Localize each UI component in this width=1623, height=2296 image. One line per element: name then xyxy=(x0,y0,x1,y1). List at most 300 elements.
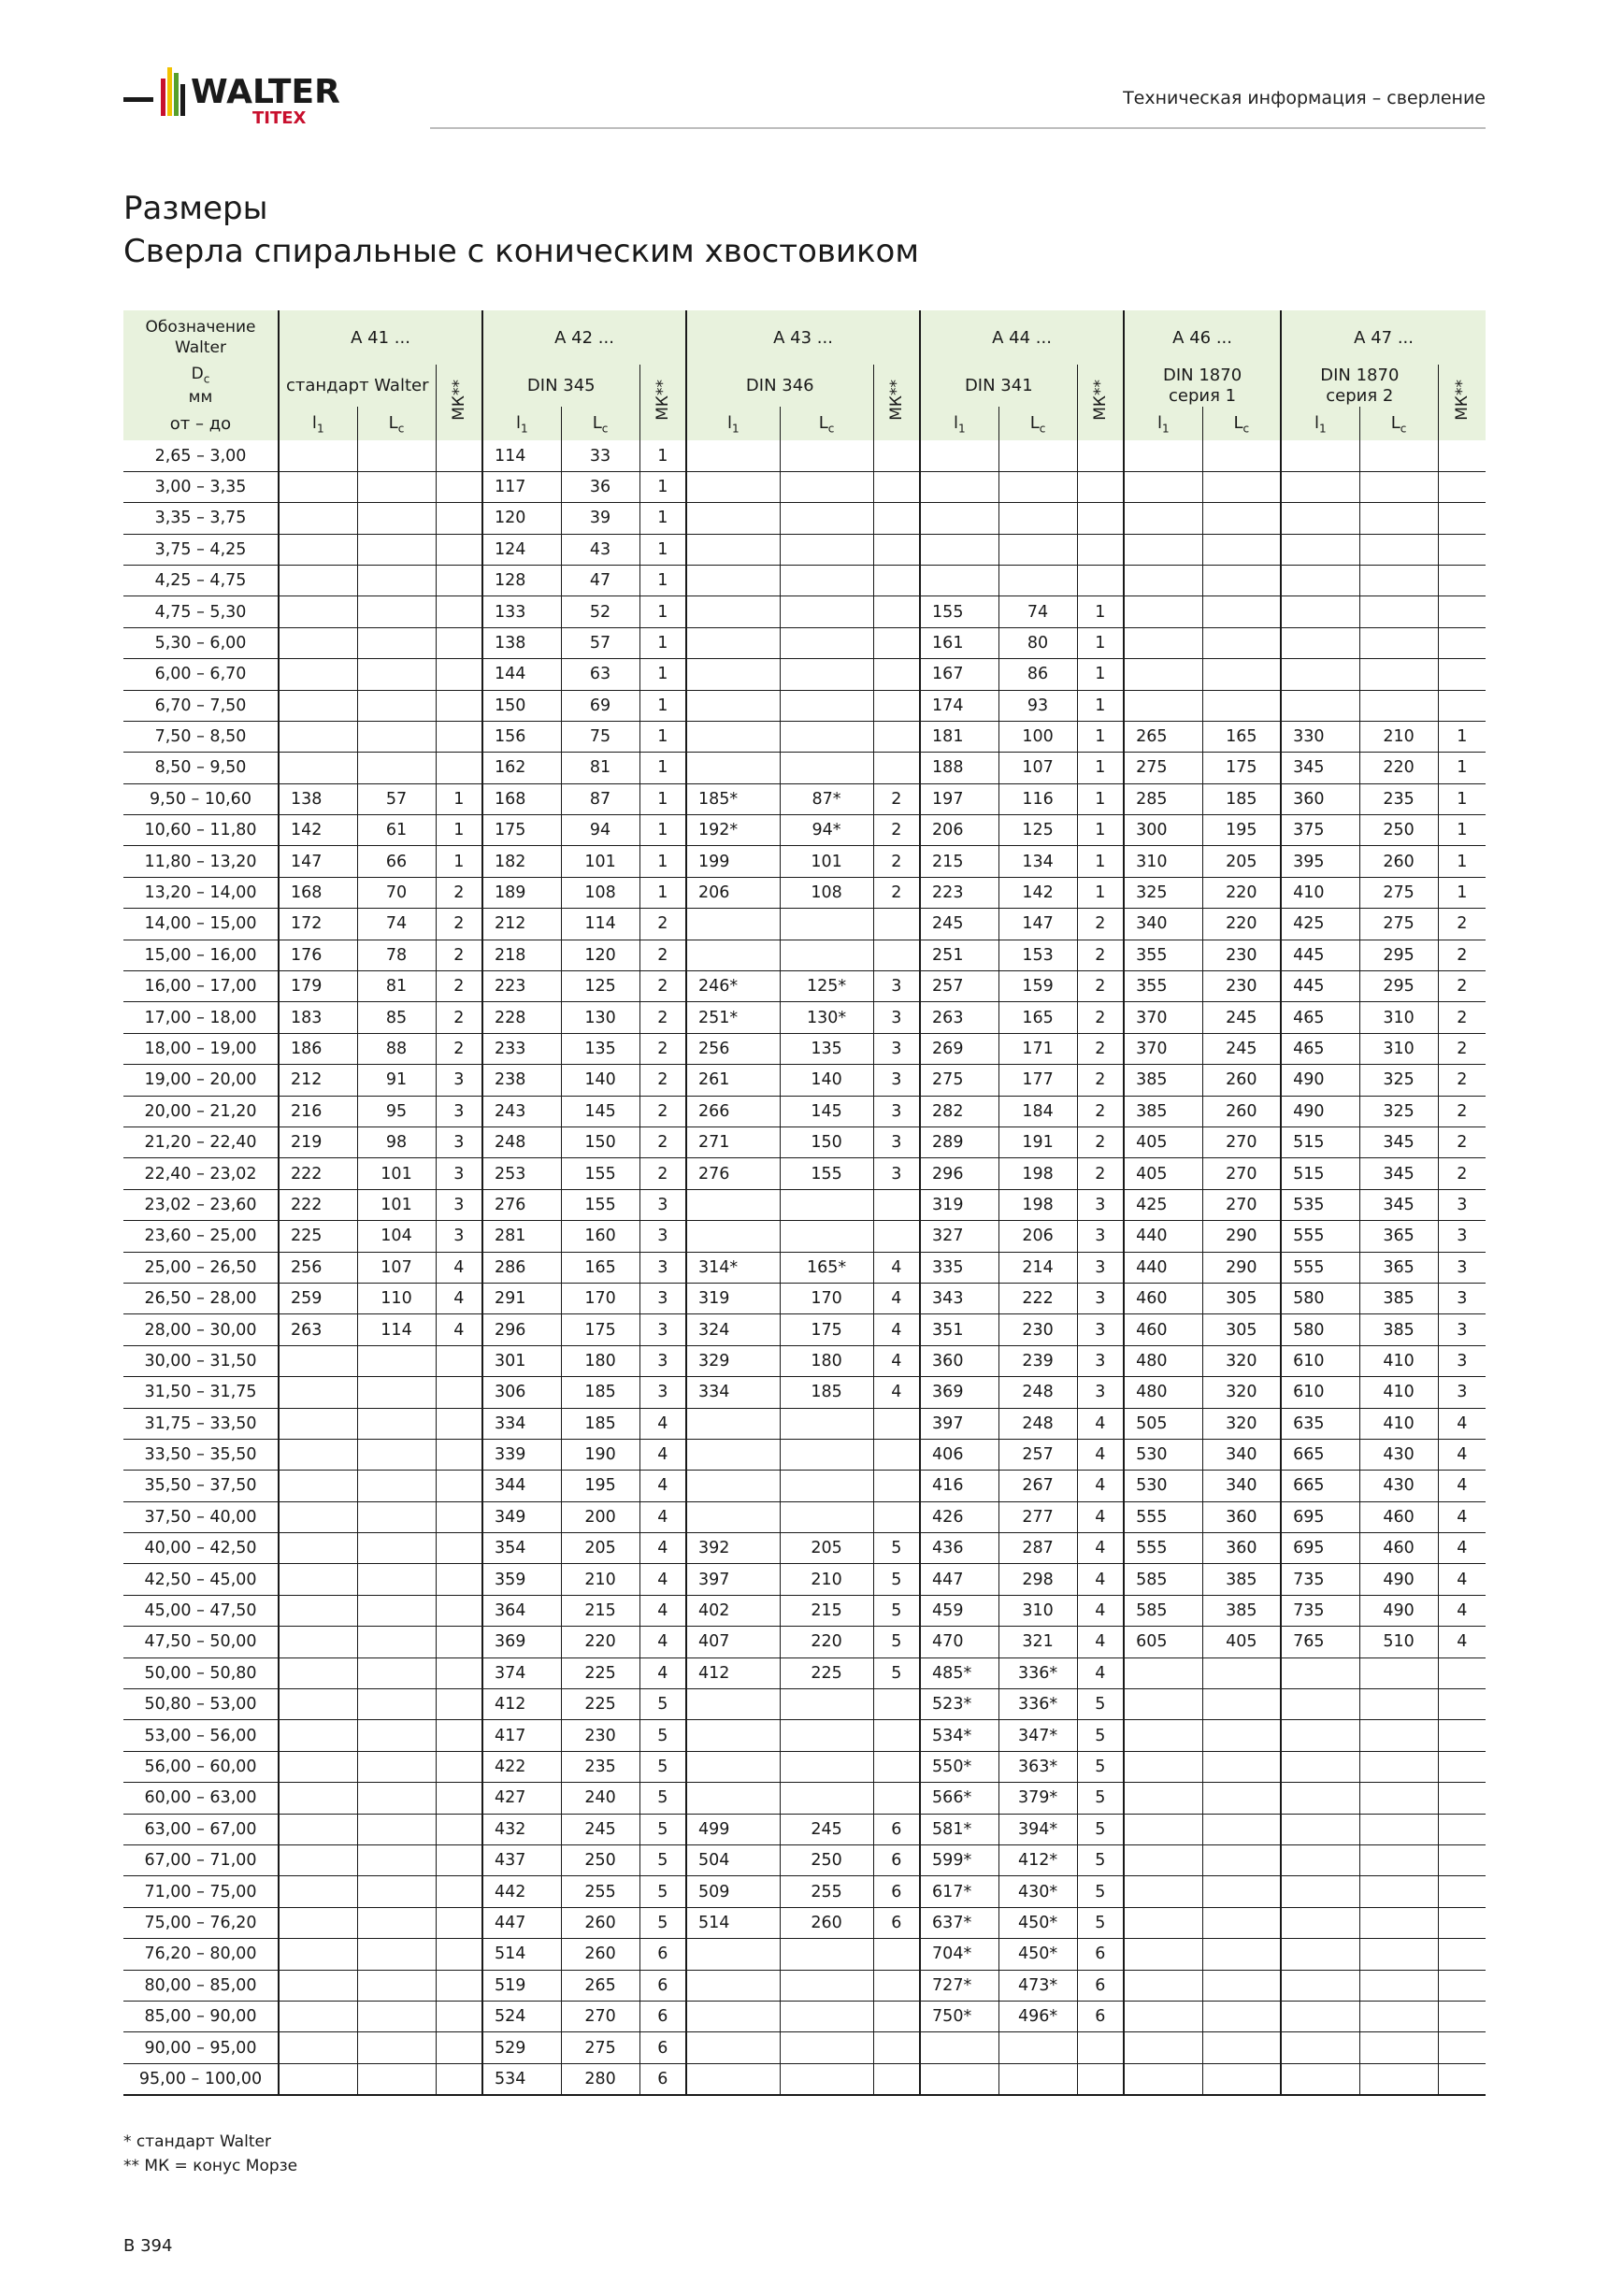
table-cell: 239 xyxy=(998,1345,1077,1376)
table-cell: 4 xyxy=(436,1314,482,1345)
table-cell: 255 xyxy=(561,1876,639,1907)
table-cell: 5 xyxy=(1077,1783,1124,1814)
table-cell: 325 xyxy=(1359,1065,1438,1096)
table-cell: 320 xyxy=(1202,1377,1281,1408)
diameter-range-cell: 10,60 – 11,80 xyxy=(123,815,279,846)
table-cell: 3 xyxy=(1077,1283,1124,1313)
table-cell xyxy=(686,596,780,627)
table-cell: 2 xyxy=(436,971,482,1002)
table-cell: 101 xyxy=(561,846,639,877)
table-cell: 2 xyxy=(1077,940,1124,970)
table-cell xyxy=(357,596,436,627)
table-cell: 1 xyxy=(639,627,686,658)
table-cell xyxy=(780,659,873,690)
table-row xyxy=(123,1876,1486,1907)
table-cell: 47 xyxy=(561,565,639,596)
table-cell: 287 xyxy=(998,1533,1077,1564)
table-cell xyxy=(279,1377,357,1408)
table-cell xyxy=(279,1751,357,1782)
table-cell: 514 xyxy=(482,1939,561,1970)
table-cell xyxy=(873,471,920,502)
diameter-range-cell: 3,00 – 3,35 xyxy=(123,471,279,502)
table-cell xyxy=(686,565,780,596)
table-cell xyxy=(357,503,436,534)
table-cell: 334 xyxy=(686,1377,780,1408)
table-cell: 416 xyxy=(920,1471,998,1501)
table-cell: 3 xyxy=(639,1345,686,1376)
table-cell xyxy=(357,2032,436,2063)
table-cell: 245 xyxy=(561,1814,639,1844)
table-cell: 1 xyxy=(1077,596,1124,627)
table-cell: 267 xyxy=(998,1471,1077,1501)
footnote-star: * стандарт Walter xyxy=(123,2132,271,2151)
table-cell xyxy=(1124,659,1202,690)
table-cell: 1 xyxy=(639,815,686,846)
table-cell: 186 xyxy=(279,1033,357,1064)
table-cell xyxy=(1124,1970,1202,2001)
table-cell: 94 xyxy=(561,815,639,846)
table-cell: 335 xyxy=(920,1252,998,1283)
table-cell: 555 xyxy=(1124,1501,1202,1532)
table-cell: 94* xyxy=(780,815,873,846)
group-name-a47: A 47 ... xyxy=(1281,310,1486,365)
table-cell: 437 xyxy=(482,1844,561,1875)
table-cell xyxy=(1281,1689,1359,1720)
table-cell: 610 xyxy=(1281,1377,1359,1408)
table-cell xyxy=(1359,596,1438,627)
table-cell xyxy=(357,1844,436,1875)
table-cell: 555 xyxy=(1281,1221,1359,1252)
table-cell xyxy=(1438,659,1486,690)
table-cell: 225 xyxy=(279,1221,357,1252)
table-cell xyxy=(279,471,357,502)
table-cell: 324 xyxy=(686,1314,780,1345)
table-cell: 555 xyxy=(1281,1252,1359,1283)
table-cell: 336* xyxy=(998,1689,1077,1720)
group-name-a43: A 43 ... xyxy=(686,310,920,365)
table-cell xyxy=(1124,1844,1202,1875)
table-row xyxy=(123,2001,1486,2031)
table-cell: 200 xyxy=(561,1501,639,1532)
table-row xyxy=(123,1627,1486,1657)
table-row xyxy=(123,909,1486,940)
page-title xyxy=(123,187,919,273)
table-cell xyxy=(780,1501,873,1532)
table-cell: 5 xyxy=(1077,1814,1124,1844)
table-cell xyxy=(1281,2001,1359,2031)
table-cell: 198 xyxy=(998,1158,1077,1189)
table-cell: 735 xyxy=(1281,1564,1359,1595)
table-cell: 430* xyxy=(998,1876,1077,1907)
table-cell xyxy=(686,1783,780,1814)
table-cell xyxy=(686,1970,780,2001)
table-cell: 290 xyxy=(1202,1221,1281,1252)
table-cell: 385 xyxy=(1359,1283,1438,1313)
table-cell: 465 xyxy=(1281,1033,1359,1064)
table-cell xyxy=(279,1501,357,1532)
table-cell: 2 xyxy=(873,846,920,877)
table-cell: 585 xyxy=(1124,1595,1202,1626)
table-cell: 529 xyxy=(482,2032,561,2063)
diameter-range-cell: 50,80 – 53,00 xyxy=(123,1689,279,1720)
table-cell xyxy=(357,565,436,596)
table-cell xyxy=(436,471,482,502)
table-cell xyxy=(1281,1876,1359,1907)
table-cell: 101 xyxy=(357,1158,436,1189)
diameter-range-cell: 3,35 – 3,75 xyxy=(123,503,279,534)
table-cell: 5 xyxy=(1077,1720,1124,1751)
table-cell xyxy=(436,690,482,721)
table-cell: 402 xyxy=(686,1595,780,1626)
table-cell: 215 xyxy=(920,846,998,877)
table-cell xyxy=(1281,596,1359,627)
table-cell xyxy=(686,753,780,783)
table-cell: 3 xyxy=(639,1189,686,1220)
table-cell xyxy=(357,1970,436,2001)
table-cell xyxy=(1438,690,1486,721)
table-cell: 185* xyxy=(686,783,780,814)
table-cell: 176 xyxy=(279,940,357,970)
table-cell xyxy=(1359,1970,1438,2001)
table-cell xyxy=(1202,1751,1281,1782)
table-cell: 2 xyxy=(1438,1033,1486,1064)
table-cell xyxy=(1359,1689,1438,1720)
table-cell xyxy=(279,1720,357,1751)
table-cell xyxy=(1359,2063,1438,2095)
table-cell: 1 xyxy=(436,815,482,846)
table-cell: 473* xyxy=(998,1970,1077,2001)
table-cell: 397 xyxy=(686,1564,780,1595)
table-cell xyxy=(357,1751,436,1782)
table-cell xyxy=(873,1439,920,1470)
table-cell: 269 xyxy=(920,1033,998,1064)
diameter-range-cell: 6,70 – 7,50 xyxy=(123,690,279,721)
table-cell xyxy=(1438,1939,1486,1970)
table-row xyxy=(123,659,1486,690)
table-cell: 191 xyxy=(998,1126,1077,1157)
table-cell: 360 xyxy=(1202,1501,1281,1532)
table-cell xyxy=(998,2032,1077,2063)
table-cell: 392 xyxy=(686,1533,780,1564)
table-cell: 410 xyxy=(1281,877,1359,908)
table-cell: 2 xyxy=(1077,1065,1124,1096)
table-cell: 1 xyxy=(639,440,686,471)
table-cell xyxy=(1124,690,1202,721)
table-cell: 2 xyxy=(1077,909,1124,940)
table-cell: 205 xyxy=(561,1533,639,1564)
table-cell: 310 xyxy=(998,1595,1077,1626)
table-cell: 490 xyxy=(1359,1564,1438,1595)
table-cell: 165* xyxy=(780,1252,873,1283)
table-cell xyxy=(357,1533,436,1564)
table-cell: 3 xyxy=(1077,1377,1124,1408)
table-cell: 5 xyxy=(639,1876,686,1907)
group-name-a42: A 42 ... xyxy=(482,310,686,365)
table-row xyxy=(123,1595,1486,1626)
table-cell: 3 xyxy=(1438,1189,1486,1220)
table-cell: 63 xyxy=(561,659,639,690)
table-cell: 345 xyxy=(1359,1158,1438,1189)
table-cell: 334 xyxy=(482,1408,561,1439)
table-cell: 130* xyxy=(780,1002,873,1033)
table-cell xyxy=(436,1595,482,1626)
table-cell: 1 xyxy=(1438,753,1486,783)
diameter-range-cell: 60,00 – 63,00 xyxy=(123,1783,279,1814)
table-cell xyxy=(357,1377,436,1408)
table-cell xyxy=(279,2063,357,2095)
table-cell: 445 xyxy=(1281,971,1359,1002)
table-cell xyxy=(1281,1844,1359,1875)
table-cell xyxy=(686,1720,780,1751)
table-cell xyxy=(436,1876,482,1907)
table-cell: 275 xyxy=(1359,909,1438,940)
table-row xyxy=(123,1221,1486,1252)
table-cell: 271 xyxy=(686,1126,780,1157)
table-cell: 1 xyxy=(1438,783,1486,814)
table-cell xyxy=(357,1689,436,1720)
table-cell: 2 xyxy=(873,877,920,908)
table-cell xyxy=(1077,503,1124,534)
standard-a44: DIN 341 xyxy=(920,365,1077,407)
table-cell: 2 xyxy=(1438,909,1486,940)
table-cell xyxy=(686,1439,780,1470)
table-cell xyxy=(1438,565,1486,596)
table-cell xyxy=(873,940,920,970)
table-cell xyxy=(436,1533,482,1564)
table-cell: 5 xyxy=(1077,1876,1124,1907)
table-cell xyxy=(686,1189,780,1220)
diameter-range-cell: 14,00 – 15,00 xyxy=(123,909,279,940)
table-cell: 523* xyxy=(920,1689,998,1720)
table-cell: 167 xyxy=(920,659,998,690)
table-cell xyxy=(436,1564,482,1595)
table-cell: 4 xyxy=(1077,1439,1124,1470)
diameter-range-cell: 23,60 – 25,00 xyxy=(123,1221,279,1252)
table-cell xyxy=(1124,1657,1202,1688)
diameter-range-cell: 47,50 – 50,00 xyxy=(123,1627,279,1657)
lc-header: $L_c$ xyxy=(780,407,873,440)
table-cell: 156 xyxy=(482,721,561,752)
table-cell: 140 xyxy=(561,1065,639,1096)
table-cell: 3 xyxy=(1438,1283,1486,1313)
table-cell: 250 xyxy=(1359,815,1438,846)
table-cell xyxy=(1359,503,1438,534)
table-row xyxy=(123,1377,1486,1408)
table-cell: 1 xyxy=(639,721,686,752)
table-cell xyxy=(1359,1751,1438,1782)
table-cell: 195 xyxy=(1202,815,1281,846)
table-cell: 535 xyxy=(1281,1189,1359,1220)
table-cell: 310 xyxy=(1124,846,1202,877)
diameter-range-cell: 15,00 – 16,00 xyxy=(123,940,279,970)
table-cell: 179 xyxy=(279,971,357,1002)
table-cell: 534 xyxy=(482,2063,561,2095)
table-cell: 425 xyxy=(1281,909,1359,940)
diameter-range-cell: 11,80 – 13,20 xyxy=(123,846,279,877)
diameter-range-cell: 53,00 – 56,00 xyxy=(123,1720,279,1751)
table-cell: 5 xyxy=(873,1564,920,1595)
footnote-double-star: ** МК = конус Морзе xyxy=(123,2157,298,2175)
table-cell xyxy=(279,690,357,721)
table-cell: 150 xyxy=(780,1126,873,1157)
table-cell: 2 xyxy=(1077,1158,1124,1189)
table-cell xyxy=(357,1907,436,1938)
table-cell xyxy=(780,1408,873,1439)
table-cell: 233 xyxy=(482,1033,561,1064)
table-cell: 327 xyxy=(920,1221,998,1252)
table-cell: 212 xyxy=(482,909,561,940)
table-cell: 637* xyxy=(920,1907,998,1938)
table-cell: 509 xyxy=(686,1876,780,1907)
table-cell: 91 xyxy=(357,1065,436,1096)
diameter-range-cell: 33,50 – 35,50 xyxy=(123,1439,279,1470)
table-cell: 5 xyxy=(873,1657,920,1688)
table-cell: 347* xyxy=(998,1720,1077,1751)
table-cell: 369 xyxy=(920,1377,998,1408)
table-cell: 245 xyxy=(780,1814,873,1844)
table-cell: 88 xyxy=(357,1033,436,1064)
table-cell: 460 xyxy=(1124,1314,1202,1345)
table-cell xyxy=(780,1720,873,1751)
table-cell: 190 xyxy=(561,1439,639,1470)
table-cell: 4 xyxy=(1077,1471,1124,1501)
table-cell: 412 xyxy=(686,1657,780,1688)
table-cell: 3 xyxy=(436,1221,482,1252)
table-row xyxy=(123,1751,1486,1782)
table-cell xyxy=(873,909,920,940)
table-cell: 125 xyxy=(998,815,1077,846)
table-cell xyxy=(1281,503,1359,534)
table-cell: 80 xyxy=(998,627,1077,658)
diameter-range-cell: 67,00 – 71,00 xyxy=(123,1844,279,1875)
diameter-range-cell: 4,75 – 5,30 xyxy=(123,596,279,627)
table-cell xyxy=(1124,534,1202,565)
table-cell xyxy=(1438,471,1486,502)
table-cell xyxy=(1124,1689,1202,1720)
table-cell: 291 xyxy=(482,1283,561,1313)
table-cell: 3 xyxy=(873,1002,920,1033)
table-cell xyxy=(780,503,873,534)
table-cell xyxy=(1281,1970,1359,2001)
table-cell: 470 xyxy=(920,1627,998,1657)
table-cell xyxy=(1359,1783,1438,1814)
table-cell: 566* xyxy=(920,1783,998,1814)
table-cell: 120 xyxy=(482,503,561,534)
table-cell: 397 xyxy=(920,1408,998,1439)
table-cell xyxy=(873,1939,920,1970)
table-cell: 165 xyxy=(561,1252,639,1283)
table-cell: 2 xyxy=(639,909,686,940)
table-cell: 3 xyxy=(1077,1252,1124,1283)
table-cell: 465 xyxy=(1281,1002,1359,1033)
diameter-range-cell: 2,65 – 3,00 xyxy=(123,440,279,471)
table-cell: 422 xyxy=(482,1751,561,1782)
diameter-range-cell: 8,50 – 9,50 xyxy=(123,753,279,783)
table-cell: 260 xyxy=(561,1939,639,1970)
table-cell xyxy=(1438,627,1486,658)
table-cell xyxy=(279,1814,357,1844)
table-cell: 257 xyxy=(998,1439,1077,1470)
table-cell: 375 xyxy=(1281,815,1359,846)
table-cell: 257 xyxy=(920,971,998,1002)
table-cell: 86 xyxy=(998,659,1077,690)
table-cell: 499 xyxy=(686,1814,780,1844)
table-cell: 114 xyxy=(482,440,561,471)
table-cell xyxy=(780,721,873,752)
table-cell: 374 xyxy=(482,1657,561,1688)
table-cell xyxy=(436,1439,482,1470)
table-cell: 2 xyxy=(639,1033,686,1064)
table-cell xyxy=(436,1689,482,1720)
table-cell: 2 xyxy=(873,815,920,846)
table-cell: 280 xyxy=(561,2063,639,2095)
table-cell xyxy=(1124,2063,1202,2095)
table-cell: 580 xyxy=(1281,1283,1359,1313)
table-cell: 4 xyxy=(873,1377,920,1408)
table-cell xyxy=(1077,440,1124,471)
table-cell: 260 xyxy=(1359,846,1438,877)
table-cell: 2 xyxy=(436,1002,482,1033)
table-cell xyxy=(436,1970,482,2001)
table-cell: 310 xyxy=(1359,1002,1438,1033)
table-cell: 253 xyxy=(482,1158,561,1189)
table-cell xyxy=(436,1657,482,1688)
table-cell: 180 xyxy=(780,1345,873,1376)
table-cell: 6 xyxy=(1077,2001,1124,2031)
table-cell: 140 xyxy=(780,1065,873,1096)
table-cell: 5 xyxy=(639,1689,686,1720)
table-cell: 6 xyxy=(873,1876,920,1907)
table-row xyxy=(123,1783,1486,1814)
diameter-range-cell: 37,50 – 40,00 xyxy=(123,1501,279,1532)
table-cell: 359 xyxy=(482,1564,561,1595)
table-cell: 1 xyxy=(1438,846,1486,877)
table-cell: 1 xyxy=(436,783,482,814)
table-cell: 369 xyxy=(482,1627,561,1657)
table-cell xyxy=(920,534,998,565)
table-cell: 417 xyxy=(482,1720,561,1751)
table-cell: 181 xyxy=(920,721,998,752)
table-cell: 5 xyxy=(1077,1751,1124,1782)
table-cell: 6 xyxy=(639,1970,686,2001)
table-cell: 81 xyxy=(561,753,639,783)
table-cell: 351 xyxy=(920,1314,998,1345)
table-cell: 1 xyxy=(1077,815,1124,846)
table-cell xyxy=(1202,1814,1281,1844)
table-cell: 260 xyxy=(561,1907,639,1938)
table-cell: 114 xyxy=(561,909,639,940)
table-cell xyxy=(357,1471,436,1501)
table-cell xyxy=(1438,1876,1486,1907)
table-row xyxy=(123,2032,1486,2063)
table-cell: 1 xyxy=(639,753,686,783)
table-cell: 1 xyxy=(639,783,686,814)
diameter-range-cell: 50,00 – 50,80 xyxy=(123,1657,279,1688)
table-cell xyxy=(279,2001,357,2031)
table-cell: 259 xyxy=(279,1283,357,1313)
table-cell: 1 xyxy=(1077,846,1124,877)
table-cell xyxy=(873,627,920,658)
table-cell: 225 xyxy=(561,1689,639,1720)
table-cell xyxy=(1359,2001,1438,2031)
table-cell xyxy=(436,1471,482,1501)
table-cell: 370 xyxy=(1124,1002,1202,1033)
table-cell xyxy=(780,2032,873,2063)
table-cell xyxy=(1124,2032,1202,2063)
table-cell: 215 xyxy=(780,1595,873,1626)
table-cell: 355 xyxy=(1124,940,1202,970)
table-cell xyxy=(920,503,998,534)
